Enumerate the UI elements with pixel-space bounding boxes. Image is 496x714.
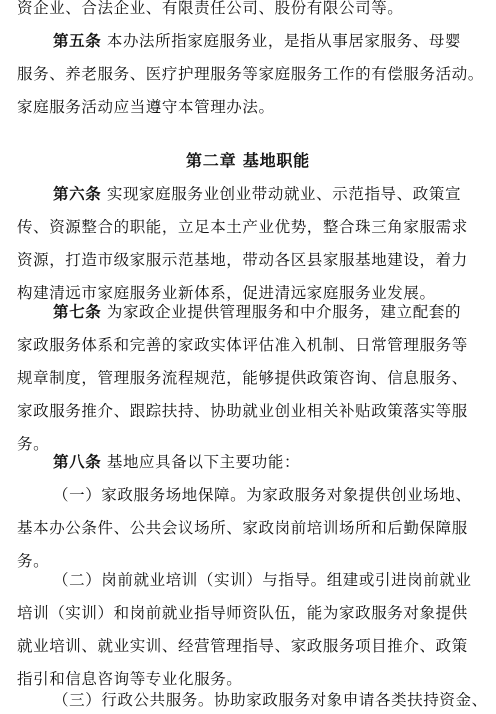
text-line: 培训（实训）和岗前就业指导师资队伍，能为家政服务对象提供 (17, 604, 468, 622)
article-6-text: 实现家庭服务业创业带动就业、示范指导、政策宣 (106, 185, 462, 203)
text-line: 家政服务推介、跟踪扶持、协助就业创业相关补贴政策落实等服 (17, 402, 468, 420)
text-line: 务。 (17, 552, 50, 570)
text-line: 传、资源整合的职能，立足本土产业优势，整合珠三角家服需求 (17, 218, 468, 236)
article-8-label: 第八条 (53, 452, 102, 471)
article-6-label: 第六条 (53, 184, 102, 203)
text-line: 指引和信息咨询等专业化服务。 (17, 670, 243, 688)
text-line: 就业培训、就业实训、经营管理指导、家政服务项目推介、政策 (17, 637, 468, 655)
article-7-label: 第七条 (53, 302, 102, 321)
item-3-line-1: （三）行政公共服务。协助家政服务对象申请各类扶持资金、 (53, 691, 488, 709)
article-7-line-1 (53, 302, 461, 322)
article-5-line-1 (53, 31, 461, 51)
article-5-text: 本办法所指家庭服务业，是指从事居家服务、母婴 (106, 32, 462, 50)
text-line: 规章制度，管理服务流程规范，能够提供政策咨询、信息服务、 (17, 369, 468, 387)
article-8-line-1 (53, 452, 300, 472)
chapter-heading: 第二章 基地职能 (186, 151, 310, 170)
article-7-text: 为家政企业提供管理服务和中介服务，建立配套的 (106, 303, 462, 321)
item-2-line-1: （二）岗前就业培训（实训）与指导。组建或引进岗前就业 (53, 571, 472, 589)
article-6-line-1 (53, 184, 461, 204)
text-line: 资企业、合法企业、有限责任公司、股份有限公司等。 (17, 0, 404, 17)
text-line: 构建清远市家庭服务业新体系，促进清远家庭服务业发展。 (17, 284, 436, 302)
text-line: 家庭服务活动应当遵守本管理办法。 (17, 98, 275, 116)
item-1-line-1: （一）家政服务场地保障。为家政服务对象提供创业场地、 (53, 486, 472, 504)
text-line: 资源，打造市级家服示范基地，带动各区县家服基地建设，着力 (17, 251, 468, 269)
text-line: 务。 (17, 435, 50, 453)
article-5-label: 第五条 (53, 31, 102, 50)
text-line: 服务、养老服务、医疗护理服务等家庭服务工作的有偿服务活动。 (17, 65, 484, 83)
article-8-text: 基地应具备以下主要功能： (106, 453, 301, 471)
text-line: 家政服务体系和完善的家政实体评估准入机制、日常管理服务等 (17, 336, 468, 354)
text-line: 基本办公条件、公共会议场所、家政岗前培训场所和后勤保障服 (17, 519, 468, 537)
